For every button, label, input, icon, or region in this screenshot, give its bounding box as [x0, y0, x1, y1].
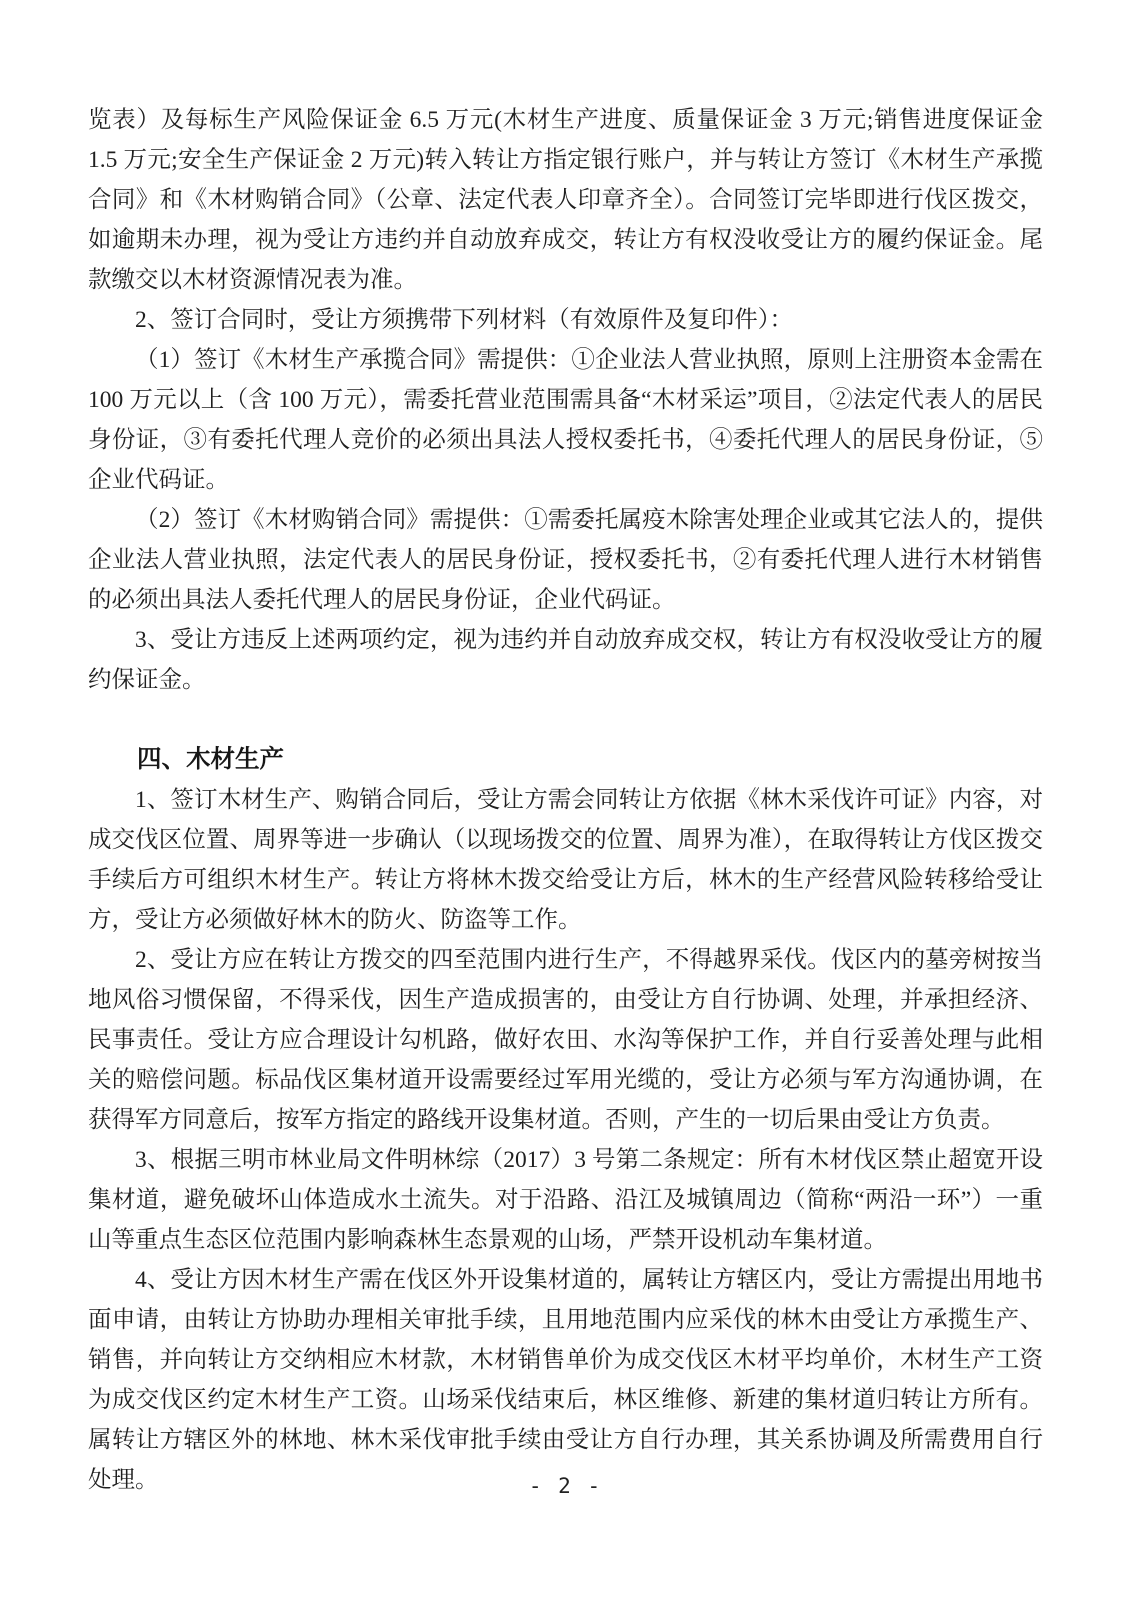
paragraph-breach-clause: 3、受让方违反上述两项约定，视为违约并自动放弃成交权，转让方有权没收受让方的履约保证金。: [88, 627, 1043, 693]
paragraph-continued-deposit-terms: 览表）及每标生产风险保证金 6.5 万元(木材生产进度、质量保证金 3 万元;销售进度保证金 1.5 万元;安全生产保证金 2 万元)转入转让方指定银行账户，并与转让方签订《木材生产承揽合同》和《木材购销合同》（公章、法定代表人印章齐全）。合同签订完毕即进行伐区拨交，如逾期未办理，视为受让方违约并自动放弃成交，转让方有权没收受让方的履约保证金。尾款缴交以木材资源情况表为准。: [88, 107, 1043, 293]
paragraph-production-contract-requirements: （1）签订《木材生产承揽合同》需提供：①企业法人营业执照，原则上注册资本金需在 100 万元以上（含 100 万元），需委托营业范围需具备“木材采运”项目，②法定代表人的居民身份证，③有委托代理人竞价的必须出具法人授权委托书，④委托代理人的居民身份证，⑤企业代码证。: [88, 347, 1043, 493]
paragraph-contract-signing-materials: 2、签订合同时，受让方须携带下列材料（有效原件及复印件）：: [135, 307, 793, 333]
paragraph-production-item-4: 4、受让方因木材生产需在伐区外开设集材道的，属转让方辖区内，受让方需提出用地书面申请，由转让方协助办理相关审批手续，且用地范围内应采伐的林木由受让方承揽生产、销售，并向转让方交纳相应木材款，木材销售单价为成交伐区木材平均单价，木材生产工资为成交伐区约定木材生产工资。山场采伐结束后，林区维修、新建的集材道归转让方所有。属转让方辖区外的林地、林木采伐审批手续由受让方自行办理，其关系协调及所需费用自行处理。: [88, 1267, 1043, 1493]
document-body: [88, 100, 1043, 1500]
paragraph-production-item-1: 1、签订木材生产、购销合同后，受让方需会同转让方依据《林木采伐许可证》内容，对成交伐区位置、周界等进一步确认（以现场拨交的位置、周界为准），在取得转让方伐区拨交手续后方可组织木材生产。转让方将林木拨交给受让方后，林木的生产经营风险转移给受让方，受让方必须做好林木的防火、防盗等工作。: [88, 787, 1043, 933]
page-number: - 2 -: [528, 1474, 603, 1498]
paragraph-production-item-3: 3、根据三明市林业局文件明林综（2017）3 号第二条规定：所有木材伐区禁止超宽开设集材道，避免破坏山体造成水土流失。对于沿路、沿江及城镇周边（简称“两沿一环”）一重山等重点生态区位范围内影响森林生态景观的山场，严禁开设机动车集材道。: [88, 1147, 1043, 1253]
section-heading-timber-production: 四、木材生产: [137, 746, 284, 773]
paragraph-purchase-contract-requirements: （2）签订《木材购销合同》需提供：①需委托属疫木除害处理企业或其它法人的，提供企业法人营业执照，法定代表人的居民身份证，授权委托书，②有委托代理人进行木材销售的必须出具法人委托代理人的居民身份证，企业代码证。: [88, 507, 1043, 613]
paragraph-production-item-2: 2、受让方应在转让方拨交的四至范围内进行生产，不得越界采伐。伐区内的墓旁树按当地风俗习惯保留，不得采伐，因生产造成损害的，由受让方自行协调、处理，并承担经济、民事责任。受让方应合理设计勾机路，做好农田、水沟等保护工作，并自行妥善处理与此相关的赔偿问题。标品伐区集材道开设需要经过军用光缆的，受让方必须与军方沟通协调，在获得军方同意后，按军方指定的路线开设集材道。否则，产生的一切后果由受让方负责。: [88, 947, 1043, 1133]
